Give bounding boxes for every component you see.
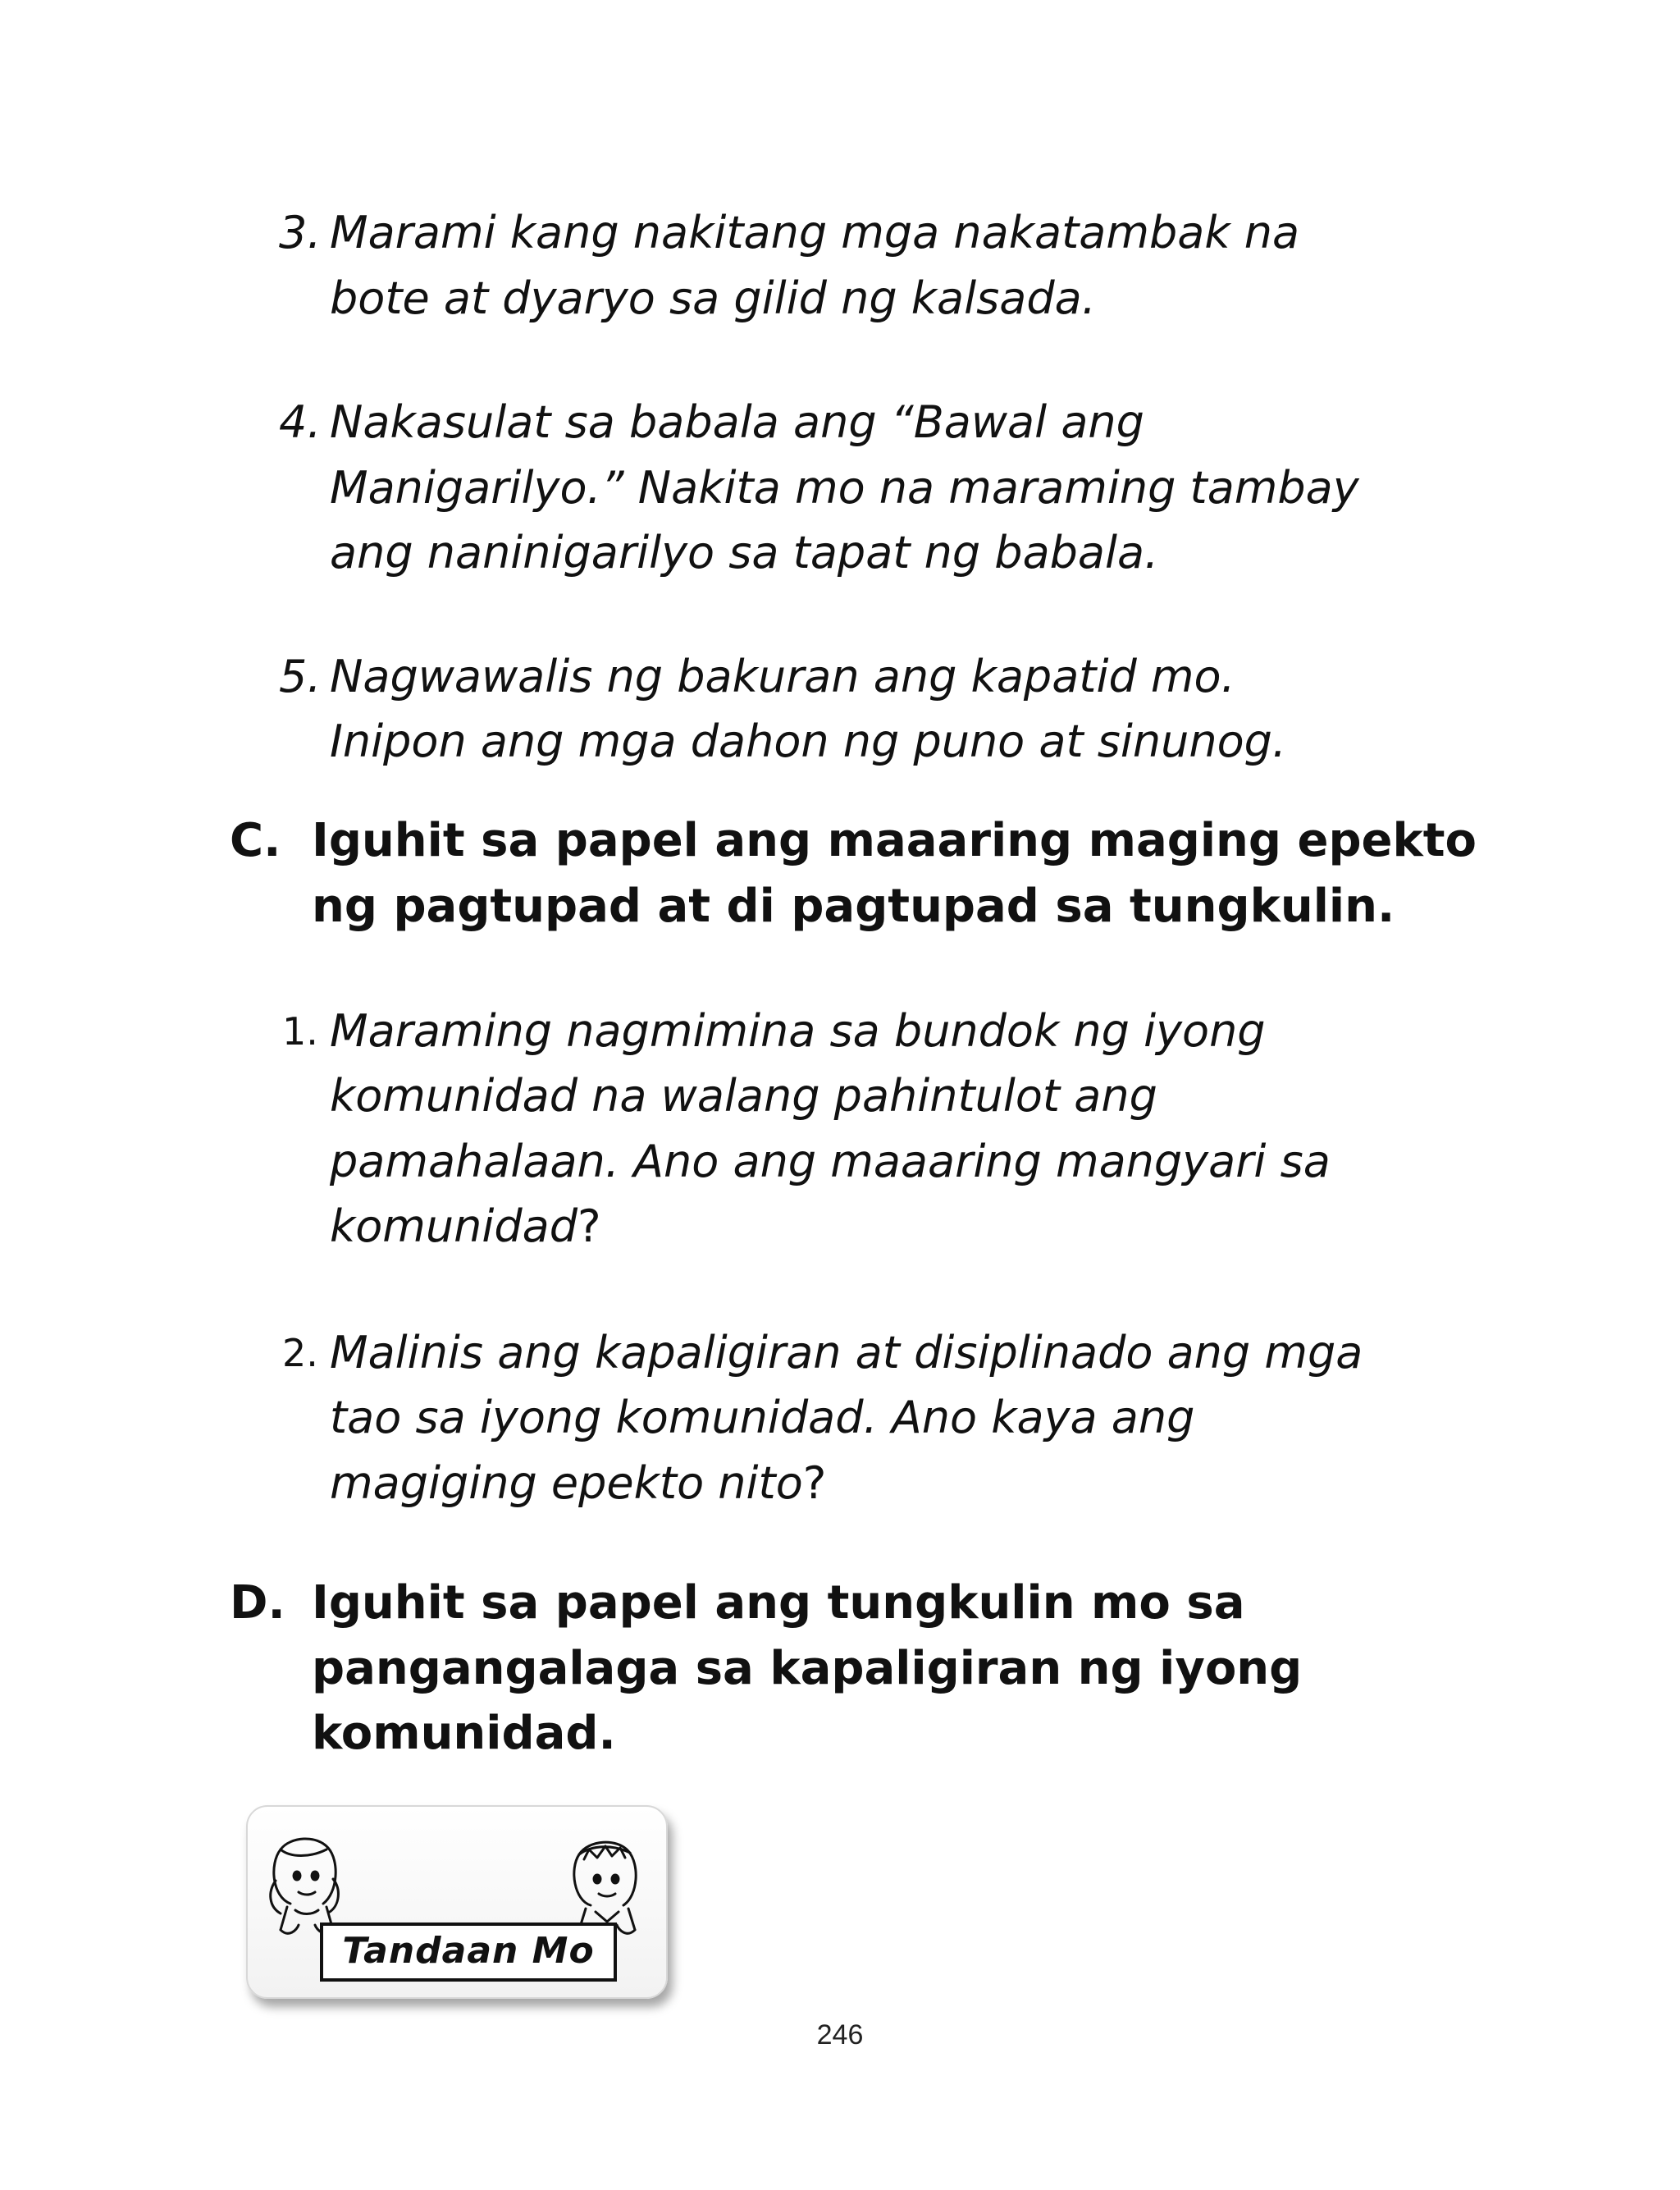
item-text-line: Maraming nagmimina sa bundok ng iyong	[330, 1005, 1266, 1057]
item-text-line: Nakasulat sa babala ang “Bawal ang	[330, 396, 1144, 448]
question-mark: ?	[802, 1457, 827, 1509]
section-c-letter: C.	[230, 814, 281, 867]
item-text-line: ang naninigarilyo sa tapat ng babala.	[330, 527, 1159, 578]
section-c-heading-line: Iguhit sa papel ang maaaring maging epekto	[312, 814, 1477, 867]
section-d-heading-line: komunidad.	[312, 1707, 616, 1760]
item-text-line: bote at dyaryo sa gilid ng kalsada.	[330, 272, 1096, 324]
badge-label: Tandaan Mo	[320, 1923, 617, 1982]
item-number: 1.	[282, 1009, 318, 1054]
item-text-line: Marami kang nakitang mga nakatambak na	[330, 207, 1300, 258]
item-number: 4.	[279, 396, 322, 448]
item-number: 2.	[282, 1331, 318, 1375]
item-text-line: tao sa iyong komunidad. Ano kaya ang	[330, 1392, 1195, 1443]
item-text-line: komunidad na walang pahintulot ang	[330, 1070, 1157, 1122]
item-text-line	[330, 1451, 826, 1516]
section-d-heading-line: pangangalaga sa kapaligiran ng iyong	[312, 1642, 1303, 1695]
section-d-letter: D.	[230, 1576, 285, 1630]
question-mark: ?	[578, 1200, 601, 1252]
item-text-line: pamahalaan. Ano ang maaaring mangyari sa	[330, 1136, 1331, 1187]
item-text-line: Malinis ang kapaligiran at disiplinado ang mga	[330, 1327, 1363, 1378]
item-text-line: Inipon ang mga dahon ng puno at sinunog.	[330, 716, 1287, 767]
item-number: 3.	[279, 207, 322, 258]
item-text-fragment: komunidad	[330, 1200, 578, 1252]
item-text-line	[330, 1194, 601, 1260]
section-d-heading-line: Iguhit sa papel ang tungkulin mo sa	[312, 1576, 1245, 1630]
section-c-heading-line: ng pagtupad at di pagtupad sa tungkulin.	[312, 880, 1395, 933]
tandaan-mo-badge	[246, 1805, 668, 1999]
item-text-line: Manigarilyo.” Nakita mo na maraming tambay	[330, 462, 1359, 514]
item-number: 5.	[279, 651, 322, 702]
item-text-line: Nagwawalis ng bakuran ang kapatid mo.	[330, 651, 1235, 702]
item-text-fragment: magiging epekto nito	[330, 1457, 803, 1509]
page-number: 246	[816, 2019, 864, 2051]
